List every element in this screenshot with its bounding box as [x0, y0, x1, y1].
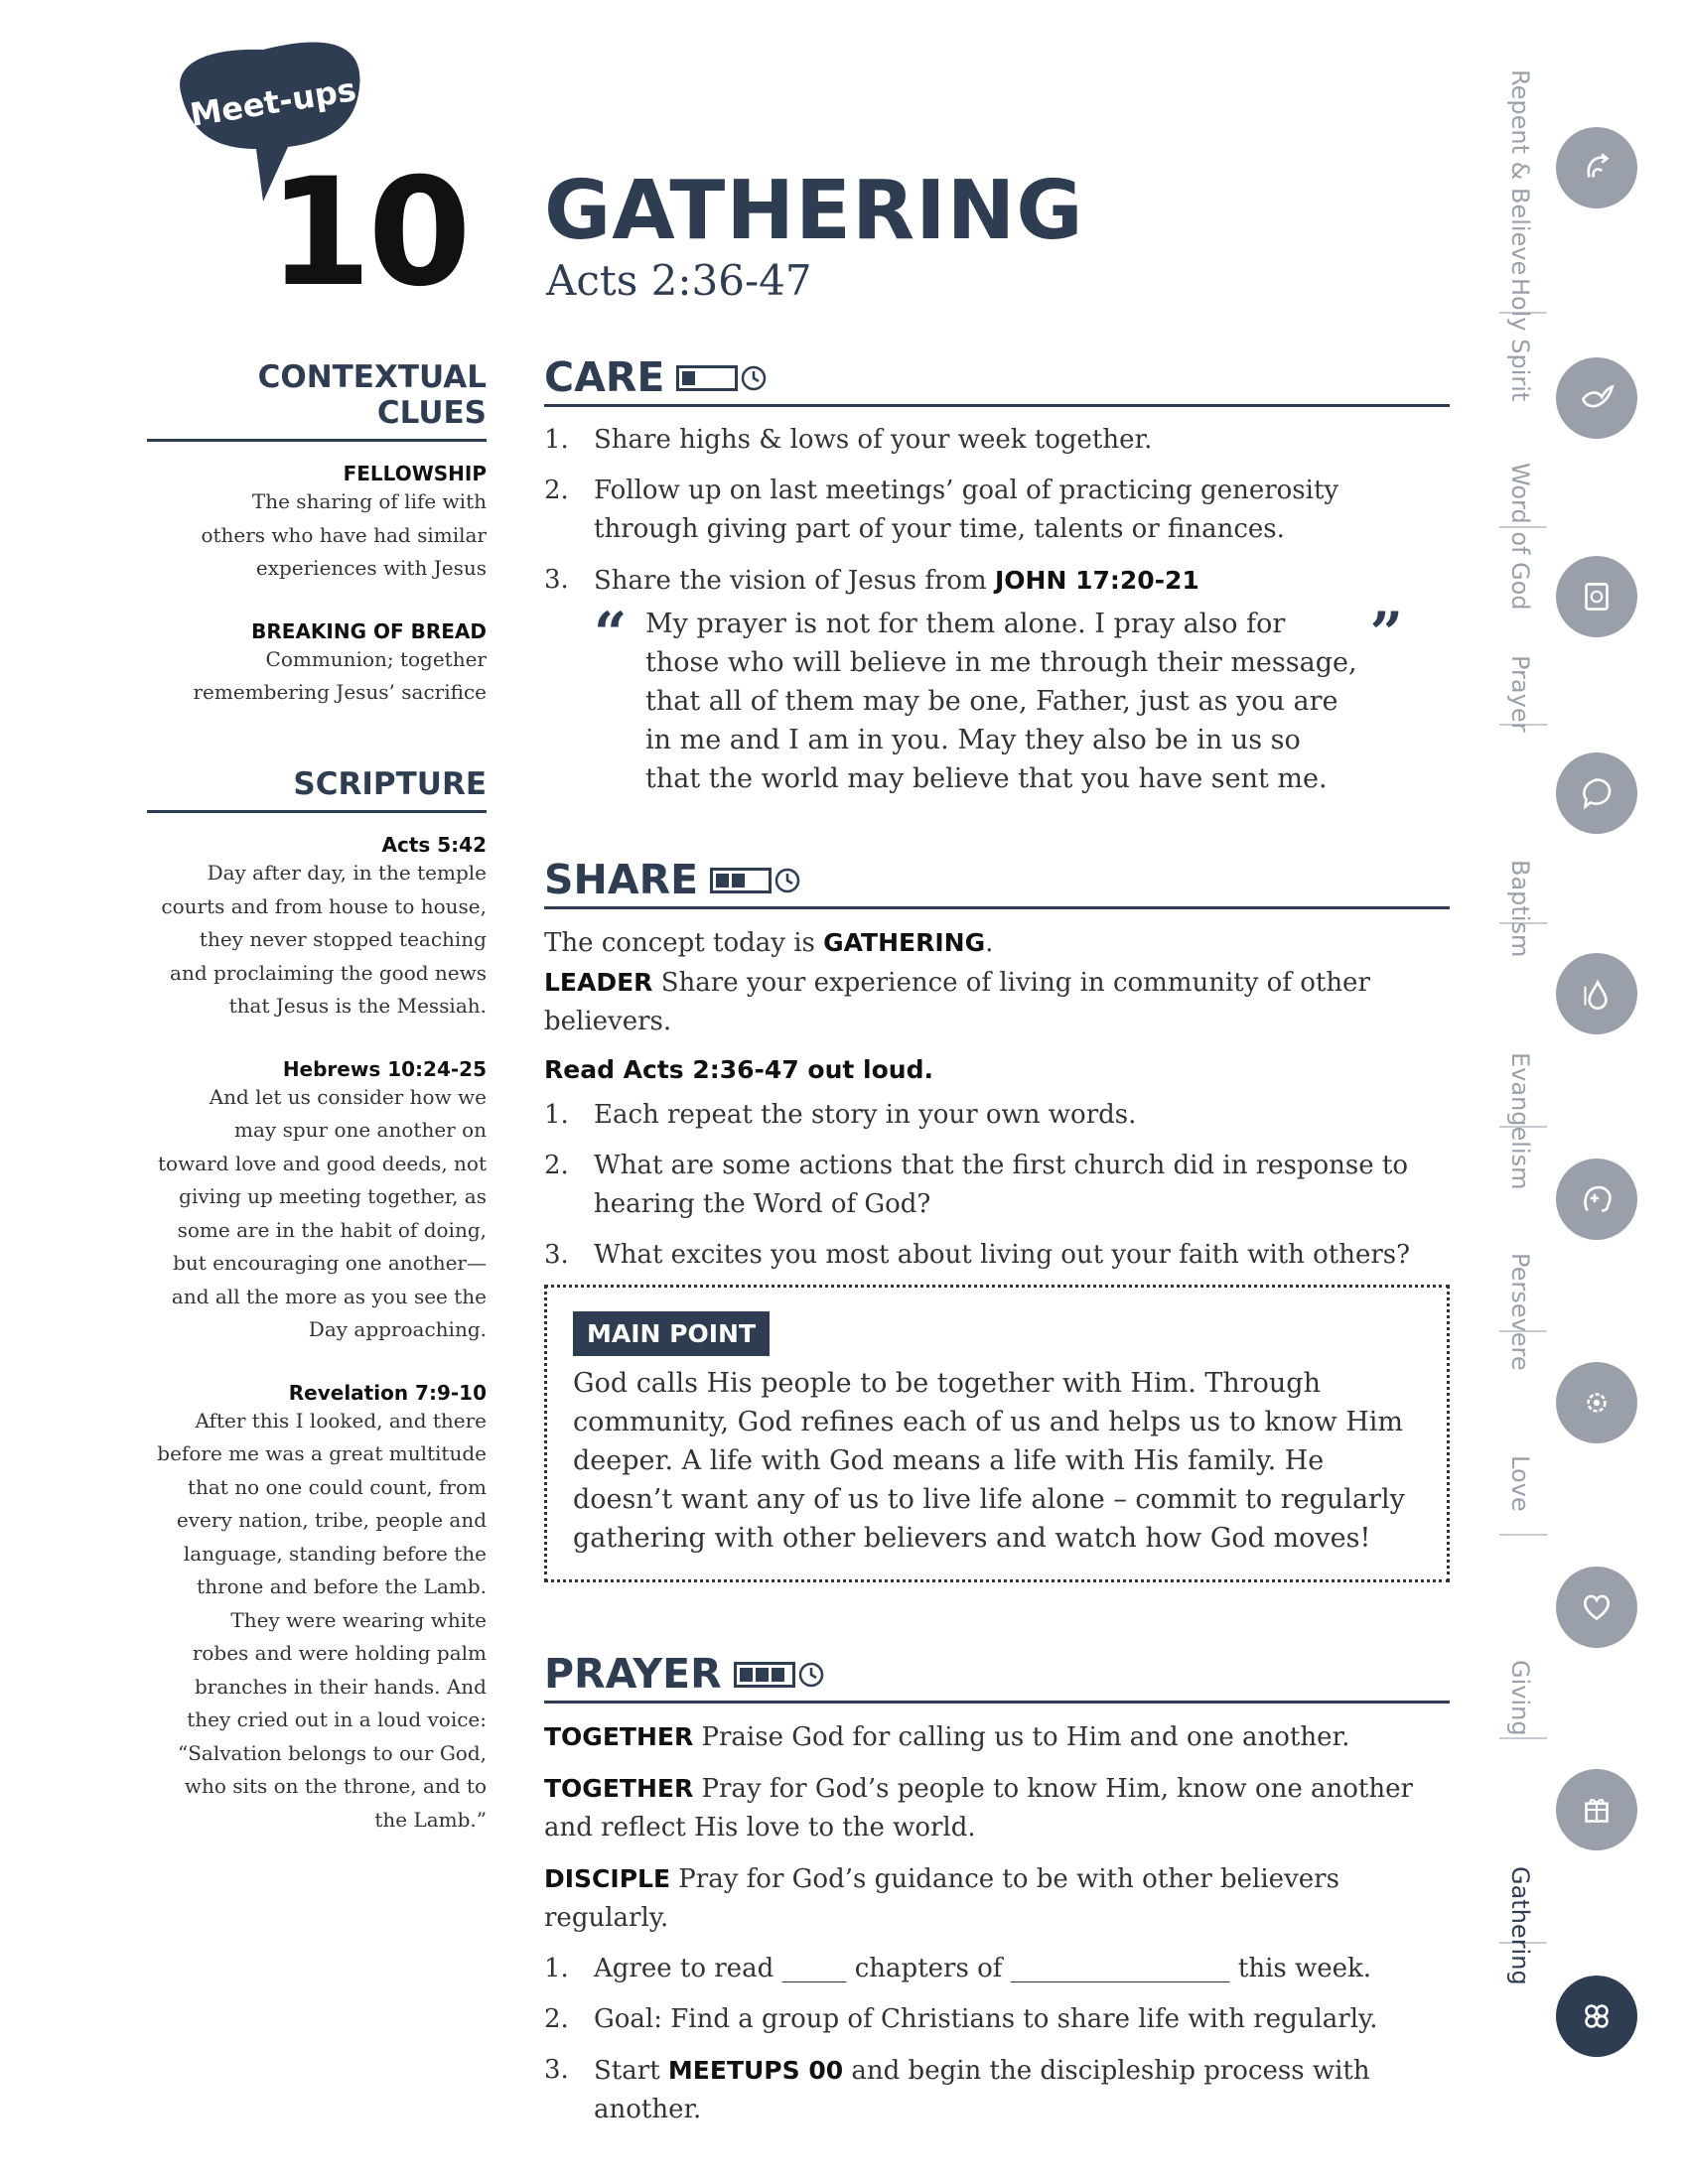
- timer-segment: [756, 1668, 769, 1682]
- contextual-clues-heading: CONTEXTUAL CLUES: [147, 359, 487, 442]
- scripture-line: they cried out in a loud voice:: [187, 1707, 487, 1731]
- scripture-heading: SCRIPTURE: [147, 766, 487, 813]
- share-section: [544, 856, 1450, 1582]
- repent-arrow-icon: [1575, 146, 1618, 190]
- scripture-ref: Revelation 7:9-10: [288, 1380, 487, 1405]
- main-point-label: MAIN POINT: [573, 1311, 770, 1356]
- scripture-line: and proclaiming the good news: [170, 960, 487, 985]
- scripture-line: before me was a great multitude: [157, 1441, 487, 1465]
- scripture-line: branches in their hands. And: [194, 1674, 487, 1699]
- scripture-line: every nation, tribe, people and: [176, 1508, 487, 1532]
- side-nav-label[interactable]: Holy Spirit: [1506, 278, 1534, 402]
- timer-icon: [676, 365, 767, 391]
- quote-text: My prayer is not for them alone. I pray also for those who will believe in me through their message, that all of them may be one, Father, just as you are in me and I am in you. May they also be in us so that the world may believe that you have sent me.: [645, 609, 1357, 794]
- timer-segment: [716, 874, 729, 887]
- page-title: GATHERING: [544, 164, 1084, 258]
- timer-segment: [682, 371, 695, 385]
- list-item: 2. Goal: Find a group of Christians to share life with regularly.: [544, 2004, 1378, 2034]
- clue-term: FELLOWSHIP: [343, 462, 487, 485]
- care-heading: CARE: [544, 353, 665, 401]
- scripture-line: language, standing before the: [183, 1541, 487, 1566]
- side-nav-label[interactable]: Gathering: [1506, 1866, 1534, 1985]
- scripture-line: the Lamb.”: [374, 1807, 487, 1832]
- care-list: [544, 421, 1450, 601]
- main-point-text: God calls His people to be together with Him. Through community, God refines each of us and helps us to know Him deeper. A life with God means a life with His family. He doesn’t want any of us to live life alone – commit to regularly gathering with other believers and watch how God moves!: [573, 1368, 1405, 1554]
- clue-definition-line: experiences with Jesus: [255, 556, 487, 580]
- heart-icon: [1575, 1585, 1618, 1629]
- scripture-line: giving up meeting together, as: [179, 1184, 487, 1208]
- prayer-disciple: DISCIPLE Pray for God’s guidance to be with other believers regularly.: [544, 1864, 1339, 1933]
- scripture-line: and all the more as you see the: [171, 1284, 487, 1308]
- clock-icon: [741, 365, 767, 391]
- list-item: 3. Start MEETUPS 00 and begin the discipleship process with another.: [544, 2055, 1370, 2124]
- list-item: 1. Agree to read _____ chapters of _________________ this week.: [544, 1954, 1372, 1983]
- prayer-header: [544, 1650, 1450, 1704]
- care-header: [544, 353, 1450, 407]
- side-nav-label[interactable]: Prayer: [1506, 655, 1534, 733]
- evangelism-head-icon: [1575, 1177, 1618, 1221]
- scripture-line: Day after day, in the temple: [207, 861, 487, 885]
- clock-icon: [798, 1662, 824, 1688]
- side-nav-item-repent-believe[interactable]: [1556, 127, 1637, 208]
- scripture-line: robes and were holding palm: [192, 1641, 487, 1665]
- side-nav-label[interactable]: Baptism: [1506, 860, 1534, 958]
- timer-bar: [676, 365, 738, 391]
- scripture-line: who sits on the throne, and to: [184, 1774, 487, 1798]
- gathering-circles-icon: [1575, 1994, 1618, 2038]
- side-nav-item-love[interactable]: [1556, 1567, 1637, 1648]
- share-list: [544, 1096, 1450, 1275]
- close-quote-icon: ”: [1369, 600, 1403, 667]
- main-point-box: [544, 1285, 1450, 1582]
- side-nav-divider: [1499, 1737, 1547, 1739]
- scripture-section: [147, 766, 487, 1837]
- contextual-clues-section: [147, 359, 487, 710]
- bible-icon: [1575, 575, 1618, 618]
- clue-definition-line: remembering Jesus’ sacrifice: [193, 680, 487, 704]
- list-item: 2. Follow up on last meetings’ goal of practicing generosity through giving part of your time, talents or finances.: [544, 476, 1339, 544]
- share-heading: SHARE: [544, 856, 699, 903]
- side-nav-item-prayer[interactable]: [1556, 752, 1637, 834]
- meetups-badge-text: Meet-ups: [187, 70, 359, 134]
- scripture-quote: [594, 600, 1403, 798]
- prayer-heading: PRAYER: [544, 1650, 722, 1698]
- scripture-line: toward love and good deeds, not: [158, 1151, 487, 1175]
- open-quote-icon: “: [594, 600, 628, 667]
- share-concept: The concept today is GATHERING. LEADER Share your experience of living in community of other believers.: [544, 928, 1370, 1036]
- side-nav-item-baptism[interactable]: [1556, 953, 1637, 1034]
- scripture-line: throne and before the Lamb.: [197, 1574, 487, 1598]
- scripture-line: that no one could count, from: [187, 1474, 487, 1499]
- side-nav-item-gathering[interactable]: [1556, 1976, 1637, 2057]
- timer-bar: [710, 868, 772, 893]
- side-nav-label[interactable]: Love: [1506, 1455, 1534, 1512]
- session-number: 10: [268, 147, 468, 320]
- timer-segment: [732, 874, 745, 887]
- clue-term: BREAKING OF BREAD: [251, 618, 487, 643]
- prayer-list: [544, 1950, 1450, 2129]
- scripture-line: After this I looked, and there: [195, 1408, 487, 1433]
- scripture-reference: Acts 2:36-47: [546, 256, 812, 305]
- list-item: 1. Each repeat the story in your own words.: [544, 1100, 1137, 1130]
- side-nav-item-persevere[interactable]: [1556, 1362, 1637, 1443]
- care-section: [544, 353, 1450, 798]
- water-drop-icon: [1575, 972, 1618, 1016]
- prayer-bubble-icon: [1575, 771, 1618, 815]
- dove-icon: [1575, 376, 1618, 420]
- side-nav-item-giving[interactable]: [1556, 1769, 1637, 1850]
- side-nav-item-evangelism[interactable]: [1556, 1159, 1637, 1240]
- clue-definition-line: The sharing of life with: [251, 489, 487, 513]
- scripture-line: but encouraging one another—: [173, 1251, 487, 1275]
- list-item: 2. What are some actions that the first church did in response to hearing the Word of God?: [544, 1151, 1409, 1219]
- scripture-line: that Jesus is the Messiah.: [228, 994, 487, 1018]
- timer-icon: [734, 1662, 824, 1688]
- scripture-line: courts and from house to house,: [161, 893, 487, 918]
- side-nav-divider: [1499, 1534, 1547, 1536]
- scripture-ref: Acts 5:42: [381, 833, 487, 857]
- timer-icon: [710, 868, 800, 893]
- gift-icon: [1575, 1788, 1618, 1832]
- read-instruction: Read Acts 2:36-47 out loud.: [544, 1055, 933, 1084]
- side-nav-item-holy-spirit[interactable]: [1556, 357, 1637, 439]
- scripture-line: And let us consider how we: [209, 1084, 487, 1109]
- side-nav-label[interactable]: Giving: [1506, 1660, 1534, 1736]
- prayer-section: [544, 1650, 1450, 2129]
- scripture-line: “Salvation belongs to our God,: [177, 1740, 487, 1765]
- gear-hands-icon: [1575, 1381, 1618, 1425]
- scripture-line: they never stopped teaching: [199, 927, 487, 951]
- share-header: [544, 856, 1450, 909]
- side-nav-label[interactable]: Persevere: [1506, 1253, 1534, 1371]
- scripture-line: Day approaching.: [308, 1317, 487, 1341]
- list-item: 3. Share the vision of Jesus from JOHN 17:20-21: [544, 565, 1199, 596]
- clock-icon: [774, 868, 800, 893]
- scripture-line: some are in the habit of doing,: [177, 1217, 487, 1242]
- side-nav-label[interactable]: Word of God: [1506, 463, 1534, 611]
- side-nav-item-word-of-god[interactable]: [1556, 556, 1637, 637]
- timer-bar: [734, 1662, 795, 1688]
- scripture-ref: Hebrews 10:24-25: [282, 1056, 487, 1081]
- scripture-line: may spur one another on: [234, 1118, 487, 1142]
- clue-definition-line: others who have had similar: [201, 522, 487, 547]
- side-nav-label[interactable]: Evangelism: [1506, 1052, 1534, 1190]
- prayer-together-1: TOGETHER Praise God for calling us to Him and one another.: [544, 1722, 1350, 1752]
- list-item: 1. Share highs & lows of your week together.: [544, 425, 1153, 455]
- side-nav-label[interactable]: Repent & Believe: [1506, 69, 1534, 276]
- prayer-together-2: TOGETHER Pray for God’s people to know Him, know one another and reflect His love to the world.: [544, 1774, 1413, 1843]
- clue-definition-line: Communion; together: [265, 646, 487, 671]
- timer-segment: [740, 1668, 753, 1682]
- scripture-line: They were wearing white: [230, 1607, 487, 1632]
- timer-segment: [772, 1668, 784, 1682]
- list-item: 3. What excites you most about living out your faith with others?: [544, 1240, 1411, 1270]
